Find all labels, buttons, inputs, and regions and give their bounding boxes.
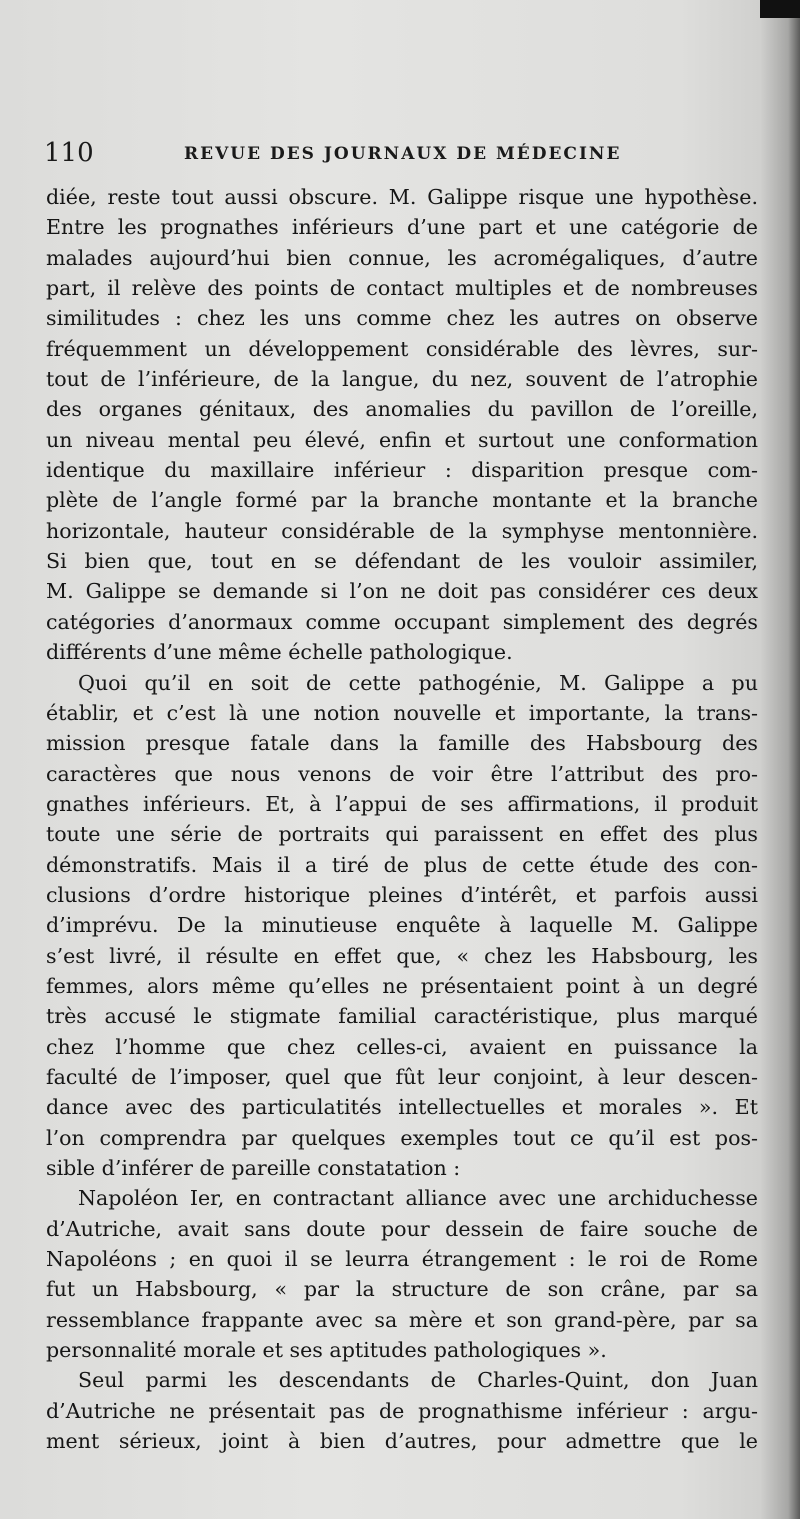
text-line: mission presque fatale dans la famille des Habsbourg des — [46, 731, 758, 756]
text-line: Seul parmi les descendants de Charles-Quint, don Juan — [78, 1368, 758, 1393]
text-line: démonstratifs. Mais il a tiré de plus de cette étude des con- — [46, 852, 758, 877]
body-text — [46, 182, 758, 1456]
page-corner-shadow — [760, 0, 800, 18]
text-line: sible d’inférer de pareille constatation : — [46, 1156, 461, 1180]
text-line: l’on comprendra par quelques exemples tout ce qu’il est pos- — [46, 1125, 758, 1150]
text-line: clusions d’ordre historique pleines d’intérêt, et parfois aussi — [46, 882, 758, 907]
text-line: gnathes inférieurs. Et, à l’appui de ses affirmations, il produit — [46, 791, 758, 816]
text-line: personnalité morale et ses aptitudes pathologiques ». — [46, 1338, 607, 1363]
text-line: Napoléon Ier, en contractant alliance avec une archiduchesse — [78, 1186, 758, 1211]
text-line: établir, et c’est là une notion nouvelle et importante, la trans- — [46, 700, 758, 725]
text-line: malades aujourd’hui bien connue, les acromégaliques, d’autre — [46, 245, 758, 270]
text-line: identique du maxillaire inférieur : disparition presque com- — [46, 458, 758, 483]
text-line: Si bien que, tout en se défendant de les vouloir assimiler, — [46, 549, 758, 574]
page-edge-shadow — [760, 0, 800, 1519]
text-line: différents d’une même échelle pathologique. — [46, 640, 513, 665]
text-line: ressemblance frappante avec sa mère et son grand-père, par sa — [46, 1307, 758, 1332]
text-line: s’est livré, il résulte en effet que, « chez les Habsbourg, les — [46, 943, 758, 968]
text-line: d’Autriche ne présentait pas de prognathisme inférieur : argu- — [46, 1398, 758, 1423]
text-line: faculté de l’imposer, quel que fût leur conjoint, à leur descen- — [46, 1064, 758, 1089]
page-number: 110 — [44, 138, 94, 168]
text-line: similitudes : chez les uns comme chez les autres on observe — [46, 306, 758, 331]
text-line: chez l’homme que chez celles-ci, avaient en puissance la — [46, 1034, 758, 1059]
text-line: caractères que nous venons de voir être l’attribut des pro- — [46, 761, 758, 786]
page-header — [44, 138, 744, 178]
text-line: Entre les prognathes inférieurs d’une part et une catégorie de — [46, 215, 758, 240]
text-line: d’imprévu. De la minutieuse enquête à laquelle M. Galippe — [46, 913, 758, 938]
text-line: toute une série de portraits qui paraissent en effet des plus — [46, 822, 758, 847]
text-line: femmes, alors même qu’elles ne présentaient point à un degré — [46, 973, 758, 998]
text-line: Napoléons ; en quoi il se leurra étrangement : le roi de Rome — [46, 1247, 758, 1272]
text-line: part, il relève des points de contact multiples et de nombreuses — [46, 276, 758, 301]
text-line: Quoi qu’il en soit de cette pathogénie, M. Galippe a pu — [78, 670, 758, 695]
text-line: très accusé le stigmate familial caractéristique, plus marqué — [46, 1004, 758, 1029]
text-line: M. Galippe se demande si l’on ne doit pas considérer ces deux — [46, 579, 758, 604]
text-line: un niveau mental peu élevé, enfin et surtout une conformation — [46, 427, 758, 452]
text-line: catégories d’anormaux comme occupant simplement des degrés — [46, 609, 758, 634]
text-line: diée, reste tout aussi obscure. M. Galippe risque une hypothèse. — [46, 185, 758, 209]
text-line: fut un Habsbourg, « par la structure de son crâne, par sa — [46, 1277, 758, 1302]
running-title: REVUE DES JOURNAUX DE MÉDECINE — [184, 144, 622, 164]
text-line: d’Autriche, avait sans doute pour dessein de faire souche de — [46, 1216, 758, 1241]
text-line: des organes génitaux, des anomalies du pavillon de l’oreille, — [46, 397, 758, 422]
text-line: fréquemment un développement considérable des lèvres, sur- — [46, 336, 758, 361]
text-line: tout de l’inférieure, de la langue, du nez, souvent de l’atrophie — [46, 367, 758, 392]
text-line: plète de l’angle formé par la branche montante et la branche — [46, 488, 758, 513]
text-line: ment sérieux, joint à bien d’autres, pour admettre que le — [46, 1429, 758, 1454]
text-line: dance avec des particulatités intellectuelles et morales ». Et — [46, 1095, 758, 1120]
text-line: horizontale, hauteur considérable de la symphyse mentonnière. — [46, 518, 758, 543]
